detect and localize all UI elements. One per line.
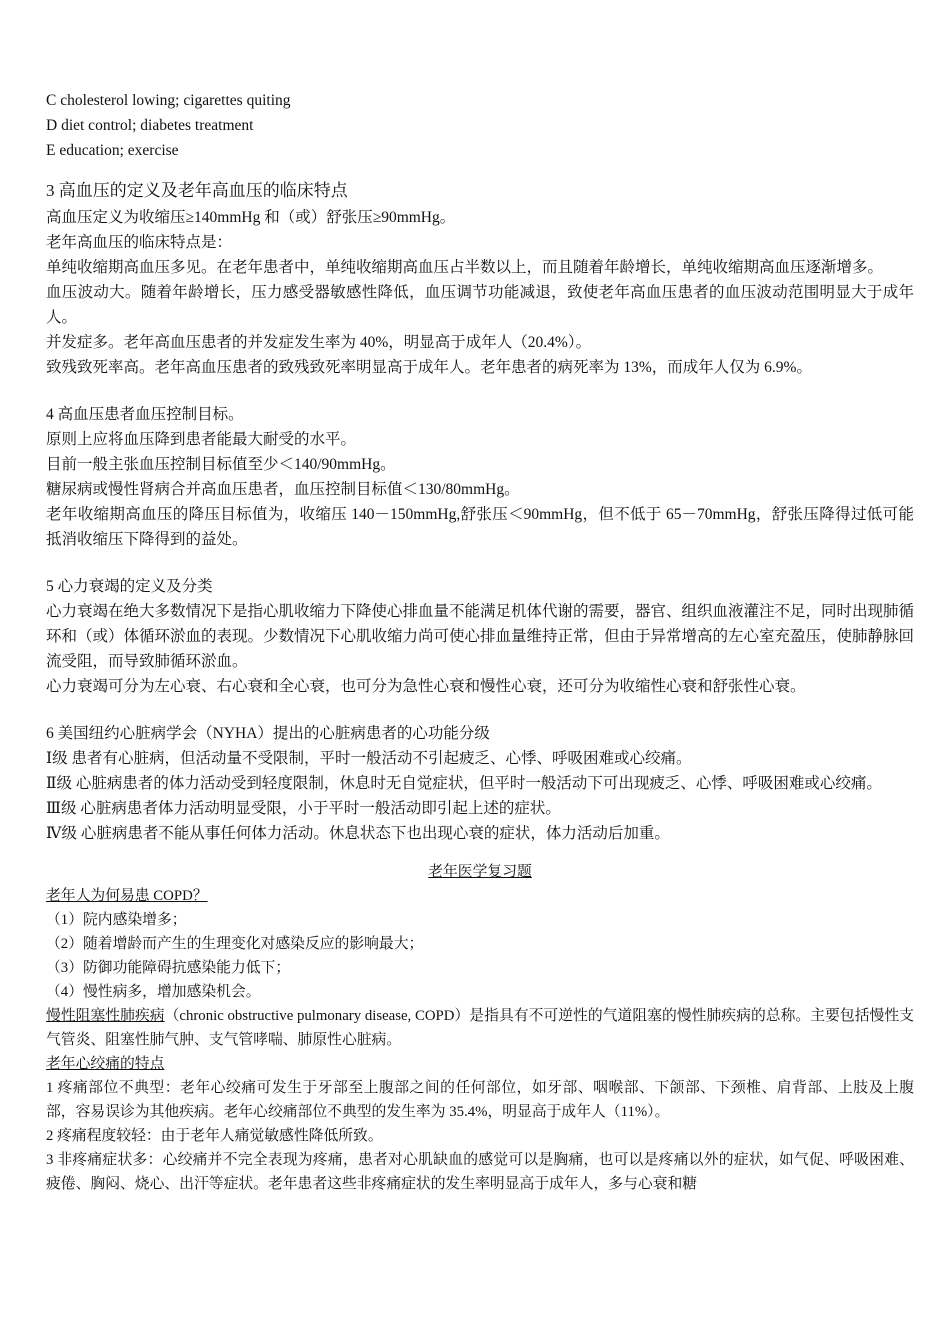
nyha-class-3: Ⅲ级 心脏病患者体力活动明显受限，小于平时一般活动即引起上述的症状。 bbox=[46, 800, 561, 817]
copd-item: （2）随着增龄而产生的生理变化对感染反应的影响最大； bbox=[46, 936, 424, 952]
copd-definition bbox=[46, 1004, 914, 1052]
paragraph: 老年收缩期高血压的降压目标值为，收缩压 140－150mmHg,舒张压＜90mmHg，但不低于 65－70mmHg，舒张压降得过低可能抵消收缩压下降得到的益处。 bbox=[46, 506, 914, 548]
paragraph: 糖尿病或慢性肾病合并高血压患者，血压控制目标值＜130/80mmHg。 bbox=[46, 481, 520, 498]
section-heart-failure bbox=[46, 574, 914, 699]
section-heading: 4 高血压患者血压控制目标。 bbox=[46, 406, 244, 423]
option-c: C cholesterol lowing; cigarettes quiting bbox=[46, 92, 291, 109]
section-heading: 5 心力衰竭的定义及分类 bbox=[46, 578, 213, 595]
paragraph: 高血压定义为收缩压≥140mmHg 和（或）舒张压≥90mmHg。 bbox=[46, 209, 456, 226]
section-heading: 6 美国纽约心脏病学会（NYHA）提出的心脏病患者的心功能分级 bbox=[46, 725, 490, 742]
copd-question: 老年人为何易患 COPD？ bbox=[46, 888, 208, 904]
paragraph: 心力衰竭在绝大多数情况下是指心肌收缩力下降使心排血量不能满足机体代谢的需要，器官、组织血液灌注不足，同时出现肺循环和（或）体循环淤血的表现。少数情况下心肌收缩力尚可使心排血量维持正常，但由于异常增高的左心室充盈压，使肺静脉回流受阻，而导致肺循环淤血。 bbox=[46, 603, 915, 670]
section-hypertension-definition bbox=[46, 177, 914, 380]
angina-item: 3 非疼痛症状多：心绞痛并不完全表现为疼痛，患者对心肌缺血的感觉可以是胸痛，也可以是疼痛以外的症状，如气促、呼吸困难、疲倦、胸闷、烧心、出汗等症状。老年患者这些非疼痛症状的发生率明显高于成年人，多与心衰和糖 bbox=[46, 1152, 914, 1192]
section-heading: 3 高血压的定义及老年高血压的临床特点 bbox=[46, 181, 348, 200]
copd-term: 慢性阻塞性肺疾病 bbox=[46, 1008, 165, 1024]
copd-item: （3）防御功能障碍抗感染能力低下； bbox=[46, 960, 291, 976]
nyha-class-4: Ⅳ级 心脏病患者不能从事任何体力活动。休息状态下也出现心衰的症状，体力活动后加重。 bbox=[46, 825, 670, 842]
answer-options bbox=[46, 88, 914, 163]
document-page bbox=[46, 88, 914, 1196]
review-title bbox=[46, 860, 914, 884]
nyha-class-1: Ⅰ级 患者有心脏病，但活动量不受限制，平时一般活动不引起疲乏、心悸、呼吸困难或心绞痛。 bbox=[46, 750, 692, 767]
paragraph: 目前一般主张血压控制目标值至少＜140/90mmHg。 bbox=[46, 456, 396, 473]
angina-item: 1 疼痛部位不典型：老年心绞痛可发生于牙部至上腹部之间的任何部位，如牙部、咽喉部、下颌部、下颈椎、肩背部、上肢及上腹部，容易误诊为其他疾病。老年心绞痛部位不典型的发生率为 35.4%，明显高于成年人（11%）。 bbox=[46, 1080, 914, 1120]
paragraph: 致残致死率高。老年高血压患者的致残致死率明显高于成年人。老年患者的病死率为 13%，而成年人仅为 6.9%。 bbox=[46, 359, 812, 376]
angina-item: 2 疼痛程度较轻：由于老年人痛觉敏感性降低所致。 bbox=[46, 1128, 383, 1144]
paragraph: 心力衰竭可分为左心衰、右心衰和全心衰，也可分为急性心衰和慢性心衰，还可分为收缩性心衰和舒张性心衰。 bbox=[46, 678, 806, 695]
option-e: E education; exercise bbox=[46, 142, 179, 159]
copd-item: （1）院内感染增多； bbox=[46, 912, 187, 928]
review-title-text: 老年医学复习题 bbox=[428, 864, 532, 880]
paragraph: 血压波动大。随着年龄增长，压力感受器敏感性降低，血压调节功能减退，致使老年高血压患者的血压波动范围明显大于成年人。 bbox=[46, 284, 914, 326]
nyha-class-2: Ⅱ级 心脏病患者的体力活动受到轻度限制，休息时无自觉症状，但平时一般活动下可出现疲乏、心悸、呼吸困难或心绞痛。 bbox=[46, 775, 882, 792]
review-section bbox=[46, 860, 914, 1196]
option-d: D diet control; diabetes treatment bbox=[46, 117, 254, 134]
paragraph: 并发症多。老年高血压患者的并发症发生率为 40%，明显高于成年人（20.4%）。 bbox=[46, 334, 592, 351]
paragraph: 老年高血压的临床特点是： bbox=[46, 234, 233, 251]
angina-heading: 老年心绞痛的特点 bbox=[46, 1056, 165, 1072]
section-nyha-classification bbox=[46, 721, 914, 846]
section-bp-control-target bbox=[46, 402, 914, 552]
copd-item: （4）慢性病多，增加感染机会。 bbox=[46, 984, 261, 1000]
copd-definition-text: （chronic obstructive pulmonary disease, COPD）是指具有不可逆性的气道阻塞的慢性肺疾病的总称。主要包括慢性支气管炎、阻塞性肺气肿、支气管哮喘、肺原性心脏病。 bbox=[46, 1008, 914, 1048]
paragraph: 原则上应将血压降到患者能最大耐受的水平。 bbox=[46, 431, 357, 448]
paragraph: 单纯收缩期高血压多见。在老年患者中，单纯收缩期高血压占半数以上，而且随着年龄增长，单纯收缩期高血压逐渐增多。 bbox=[46, 259, 884, 276]
